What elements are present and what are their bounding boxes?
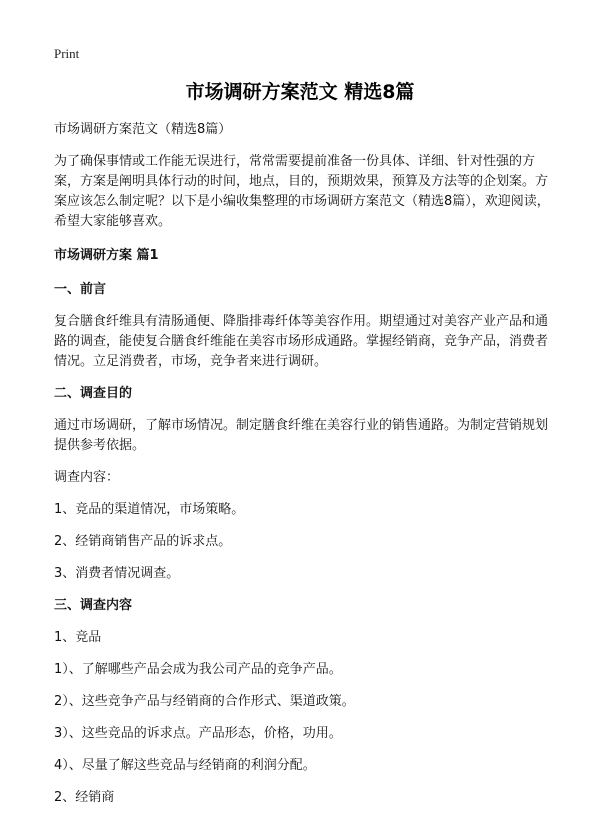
list-item: 1）、了解哪些产品会成为我公司产品的竞争产品。 <box>54 662 342 677</box>
chapter-title: 市场调研方案 篇1 <box>54 248 159 263</box>
list-item: 3、消费者情况调查。 <box>54 566 180 581</box>
preface-paragraph: 复合膳食纤维具有清肠通便、降脂排毒纤体等美容作用。期望通过对美容产业产品和通路的调查，能使复合膳食纤维能在美容市场形成通路。掌握经销商，竞争产品，消费者情况。立足消费者，市场，竞争者来进行调研。 <box>54 314 549 369</box>
document-subtitle: 市场调研方案范文（精选8篇） <box>54 122 232 137</box>
list-item: 1、竞品的渠道情况，市场策略。 <box>54 502 245 517</box>
list-item: 1、竞品 <box>54 630 102 645</box>
section-heading-purpose: 二、调查目的 <box>54 386 133 401</box>
list-item: 3）、这些竞品的诉求点。产品形态，价格，功用。 <box>54 726 342 741</box>
intro-paragraph: 为了确保事情或工作能无误进行，常常需要提前准备一份具体、详细、针对性强的方案，方案是阐明具体行动的时间，地点，目的，预期效果，预算及方法等的企划案。方案应该怎么制定呢？以下是小编收集整理的市场调研方案范文（精选8篇），欢迎阅读，希望大家能够喜欢。 <box>54 154 550 229</box>
print-link[interactable]: Print <box>54 46 80 61</box>
list-item: 4）、尽量了解这些竞品与经销商的利润分配。 <box>54 758 316 773</box>
section-heading-preface: 一、前言 <box>54 282 107 297</box>
purpose-paragraph: 通过市场调研，了解市场情况。制定膳食纤维在美容行业的销售通路。为制定营销规划提供参考依据。 <box>54 418 549 453</box>
list-item: 2）、这些竞争产品与经销商的合作形式、渠道政策。 <box>54 694 355 709</box>
list-item: 2、经销商 <box>54 790 115 805</box>
survey-content-label: 调查内容： <box>54 470 120 485</box>
document-title: 市场调研方案范文 精选8篇 <box>185 81 415 103</box>
document-body <box>54 120 554 820</box>
list-item: 2、经销商销售产品的诉求点。 <box>54 534 232 549</box>
section-heading-contents: 三、调查内容 <box>54 598 133 613</box>
